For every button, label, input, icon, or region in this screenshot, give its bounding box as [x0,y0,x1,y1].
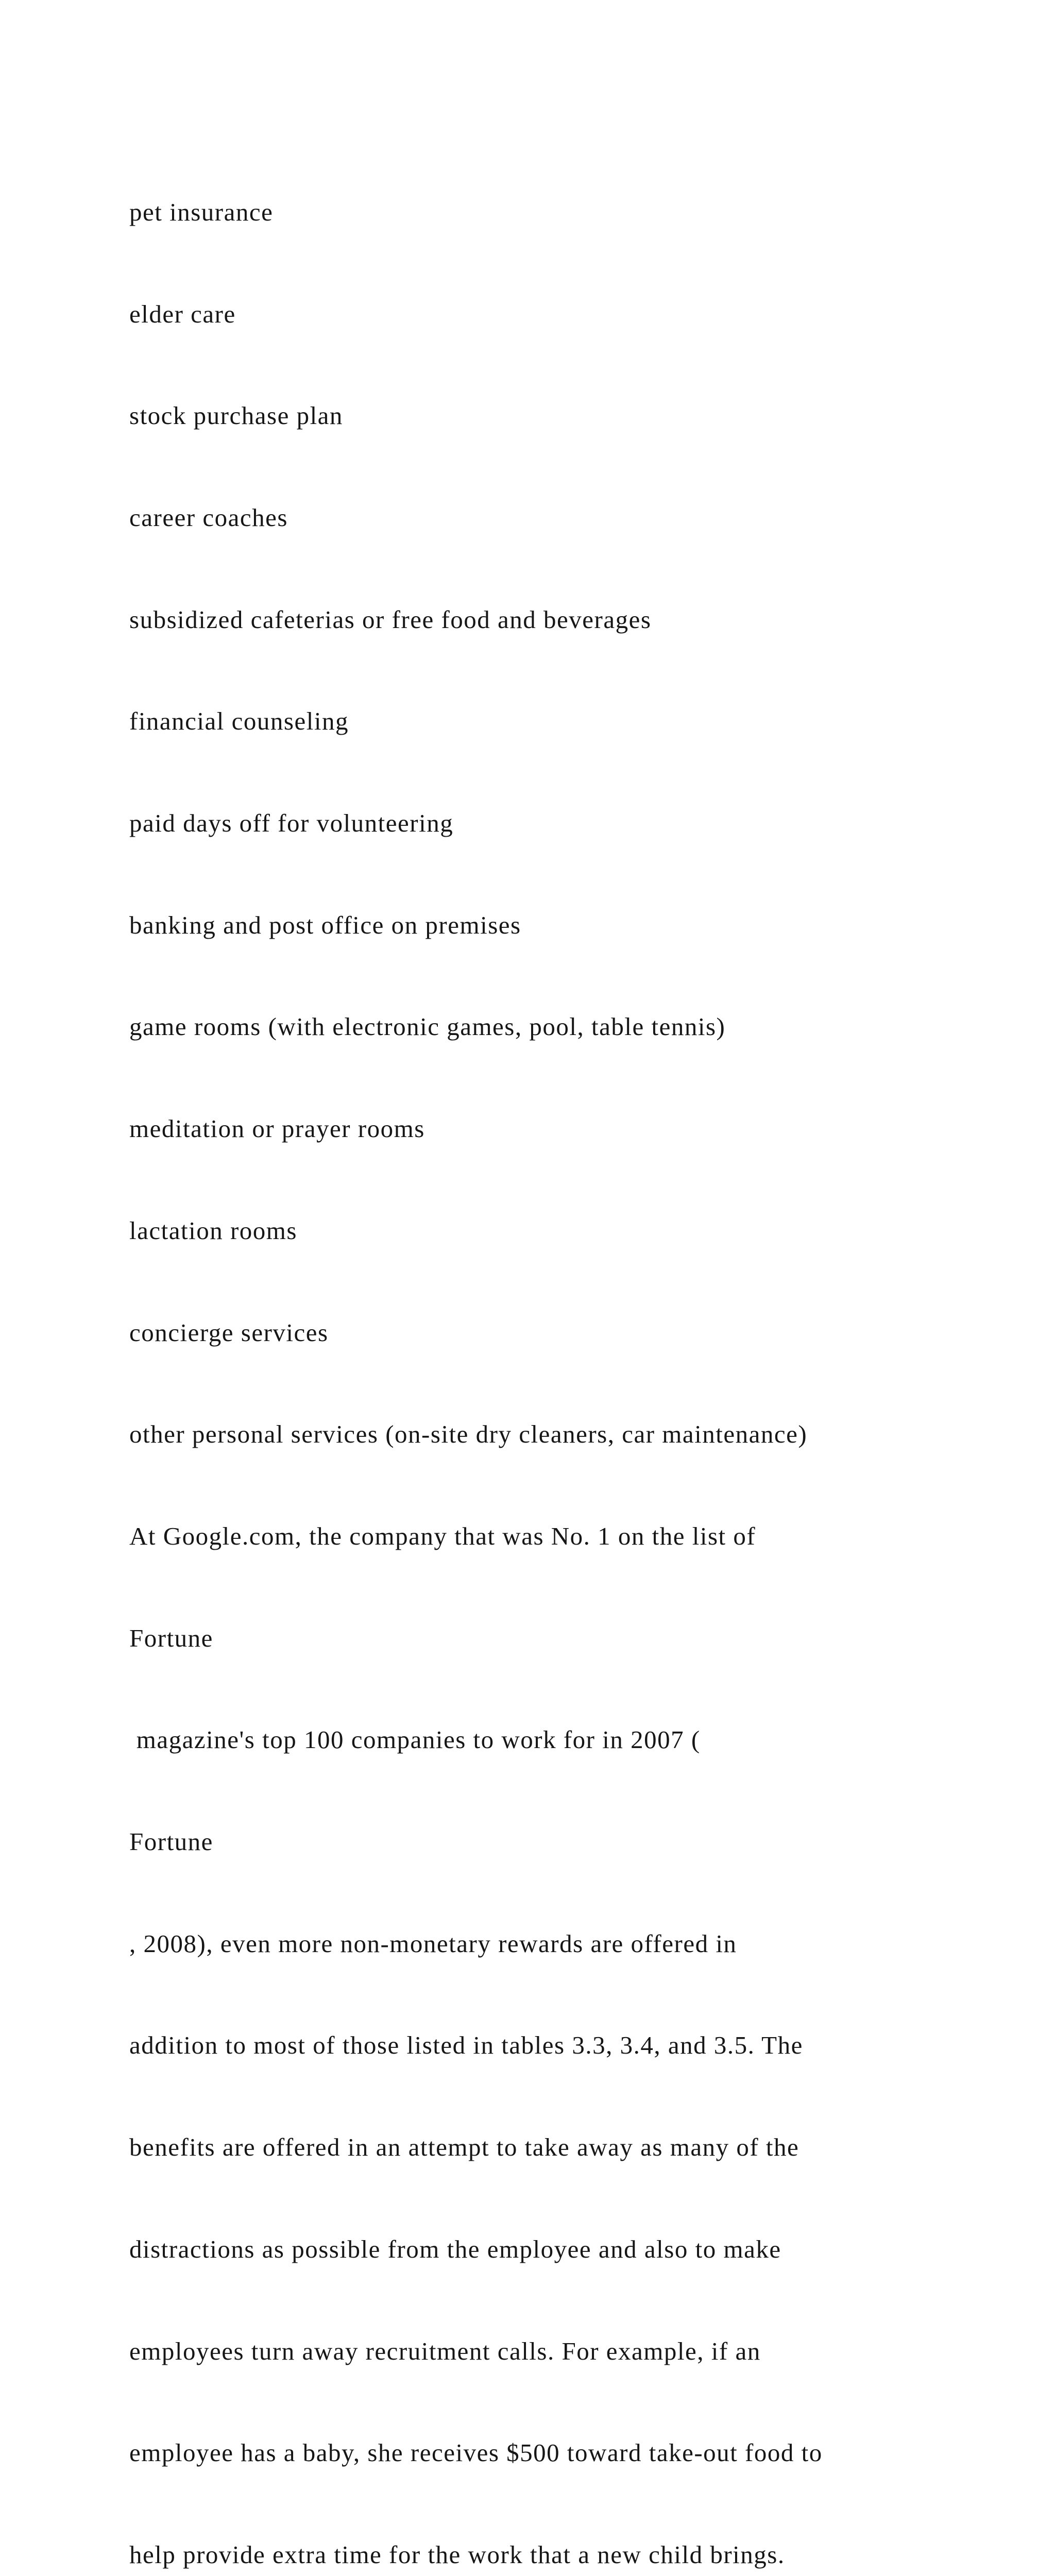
text-line: meditation or prayer rooms [129,1114,425,1143]
text-line: help provide extra time for the work that a new child brings. [129,2540,785,2569]
text-line: subsidized cafeterias or free food and beverages [129,605,652,634]
text-line: distractions as possible from the employee and also to make [129,2234,781,2263]
text-line: career coaches [129,503,288,532]
text-line: Fortune [129,1827,213,1856]
text-line: addition to most of those listed in tables 3.3, 3.4, and 3.5. The [129,2031,803,2060]
text-line: At Google.com, the company that was No. 1 on the list of [129,1521,756,1550]
text-line: game rooms (with electronic games, pool, table tennis) [129,1012,726,1041]
text-line: pet insurance [129,197,274,226]
text-line: stock purchase plan [129,401,343,430]
text-line: magazine's top 100 companies to work for in 2007 ( [129,1725,701,1754]
text-line: banking and post office on premises [129,910,521,939]
text-line: paid days off for volunteering [129,809,454,838]
text-line: financial counseling [129,707,349,736]
text-line: employee has a baby, she receives $500 toward take-out food to [129,2438,823,2467]
text-line: Fortune [129,1623,213,1652]
text-line: lactation rooms [129,1216,297,1245]
text-line: concierge services [129,1318,329,1347]
text-line: benefits are offered in an attempt to take away as many of the [129,2133,799,2162]
document-text [129,127,1005,2576]
text-line: , 2008), even more non-monetary rewards are offered in [129,1929,737,1958]
text-line: elder care [129,299,236,328]
text-line: other personal services (on-site dry cleaners, car maintenance) [129,1420,808,1449]
text-line: employees turn away recruitment calls. For example, if an [129,2336,761,2365]
